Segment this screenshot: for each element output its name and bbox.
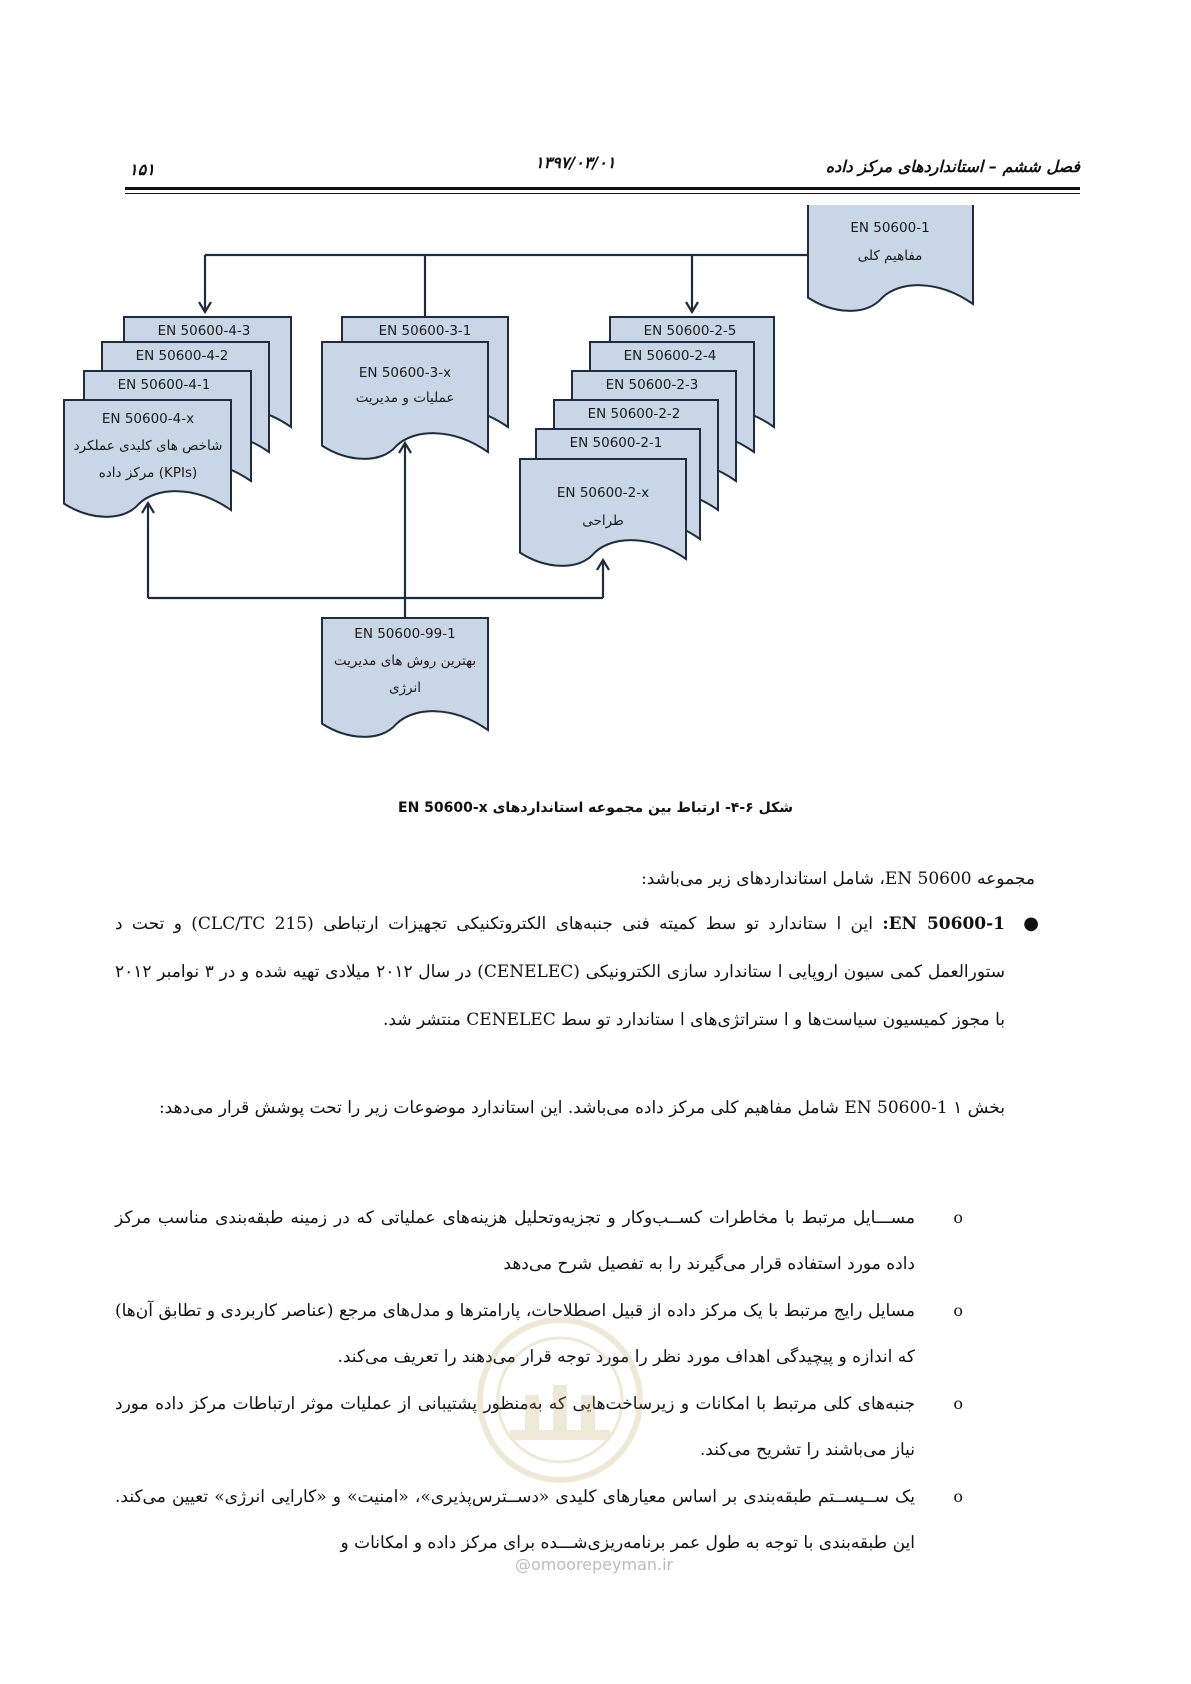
- group2-stack-code-1: EN 50600-2-5: [643, 323, 737, 339]
- box-en50600-1-code: EN 50600-1: [850, 220, 930, 236]
- box-en50600-99-1-code: EN 50600-99-1: [354, 626, 456, 642]
- header-rule-thin: [125, 193, 1080, 194]
- sub-item-text: جنبه‌های کلی مرتبط با امکانات و زیرساخت‌هایی که به‌منظور پشتیبانی از عملیات موثر ارتباطات مرکز داده مورد نیاز می‌باشند را تشریح می‌کند.: [115, 1394, 915, 1460]
- circle-bullet-icon: o: [953, 1208, 963, 1227]
- header-date: ۱۳۹۷/۰۳/۰۱: [535, 153, 616, 172]
- group2-stack-code-4: EN 50600-2-2: [587, 406, 681, 422]
- figure-caption: شکل ۶-۴- ارتباط بین مجموعه استانداردهای EN 50600-x: [398, 800, 793, 816]
- group3-stack-code-1: EN 50600-3-1: [378, 323, 472, 339]
- sub-item-text: مسایل رایج مرتبط با یک مرکز داده از قبیل اصطلاحات، پارامترها و مدل‌های مرجع (عناصر کاربردی و تطابق آن‌ها) که اندازه و پیچیدگی اهداف مورد نظر را مورد توجه قرار می‌دهند را تعریف می‌کند.: [115, 1301, 915, 1367]
- group2-stack-code-5: EN 50600-2-1: [569, 435, 663, 451]
- group4-front-line2: مرکز داده (KPIs): [98, 465, 198, 481]
- sub-item-1: [115, 1195, 963, 1287]
- section-paragraph: بخش ۱ EN 50600-1 شامل مفاهیم کلی مرکز داده می‌باشد. این استاندارد موضوعات زیر را تحت پوشش قرار می‌دهد:: [158, 1098, 1005, 1118]
- watermark-text: @omoorepeyman.ir: [515, 1555, 674, 1574]
- group4-front-line1: شاخص های کلیدی عملکرد: [73, 438, 223, 454]
- group4-stack-code-1: EN 50600-4-3: [157, 323, 251, 339]
- bullet-en50600-1: [115, 900, 1039, 1044]
- chapter-title: فصل ششم – استانداردهای مرکز داده: [825, 157, 1080, 176]
- standards-diagram: [60, 205, 1060, 795]
- circle-bullet-icon: o: [953, 1301, 963, 1320]
- group2-stack-code-2: EN 50600-2-4: [623, 348, 717, 364]
- group2-front-line1: طراحی: [582, 513, 624, 529]
- box-en50600-99-1-line2: انرژی: [388, 680, 422, 696]
- group3-front-code: EN 50600-3-x: [358, 365, 452, 381]
- sub-item-text: یک ســیســتم طبقه‌بندی بر اساس معیارهای کلیدی «دســترس‌پذیری»، «امنیت» و «کارایی انرژی» تعیین می‌کند. این طبقه‌بندی با توجه به طول عمر برنامه‌ریزی‌شـــده برای مرکز داده و امکانات و: [115, 1487, 915, 1553]
- box-en50600-99-1-line1: بهترین روش های مدیریت: [333, 653, 477, 669]
- group4-stack-code-2: EN 50600-4-2: [135, 348, 229, 364]
- bullet-dot-icon: ●: [1023, 913, 1039, 934]
- watermark-seal-icon: [470, 1300, 650, 1510]
- page-number: ۱۵۱: [129, 160, 155, 179]
- group2-front-code: EN 50600-2-x: [556, 485, 650, 501]
- bullet-text: این ا ستاندارد تو سط کمیته فنی جنبه‌های الکتروتکنیکی تجهیزات ارتباطی (CLC/TC 215) و تحت د ستورالعمل کمی سیون اروپایی ا ستاندارد سازی الکترونیکی (CENELEC) در سال ۲۰۱۲ میلادی تهیه شده و در ۳ نوامبر ۲۰۱۲ با مجوز کمیسیون سیاست‌ها و ا ستراتژی‌های ا ستاندارد تو سط CENELEC منتشر شد.: [115, 914, 1005, 1030]
- group2-stack-code-3: EN 50600-2-3: [605, 377, 699, 393]
- group3-front-line1: عملیات و مدیریت: [355, 390, 455, 406]
- circle-bullet-icon: o: [953, 1394, 963, 1413]
- circle-bullet-icon: o: [953, 1487, 963, 1506]
- intro-paragraph: [115, 856, 1035, 902]
- header-rule-thick: [125, 187, 1080, 190]
- group4-stack-code-3: EN 50600-4-1: [117, 377, 211, 393]
- bullet-label: EN 50600-1:: [882, 914, 1005, 934]
- box-en50600-1-label: مفاهیم کلی: [857, 248, 923, 264]
- group4-front-code: EN 50600-4-x: [101, 411, 195, 427]
- sub-item-text: مســـایل مرتبط با مخاطرات کســب‌وکار و تجزیه‌وتحلیل هزینه‌های عملیاتی که در زمینه طبقه‌بندی مناسب مرکز داده مورد استفاده قرار می‌گیرند را به تفصیل شرح می‌دهد: [115, 1208, 915, 1274]
- intro-text: مجموعه EN 50600، شامل استانداردهای زیر می‌باشد:: [641, 869, 1035, 889]
